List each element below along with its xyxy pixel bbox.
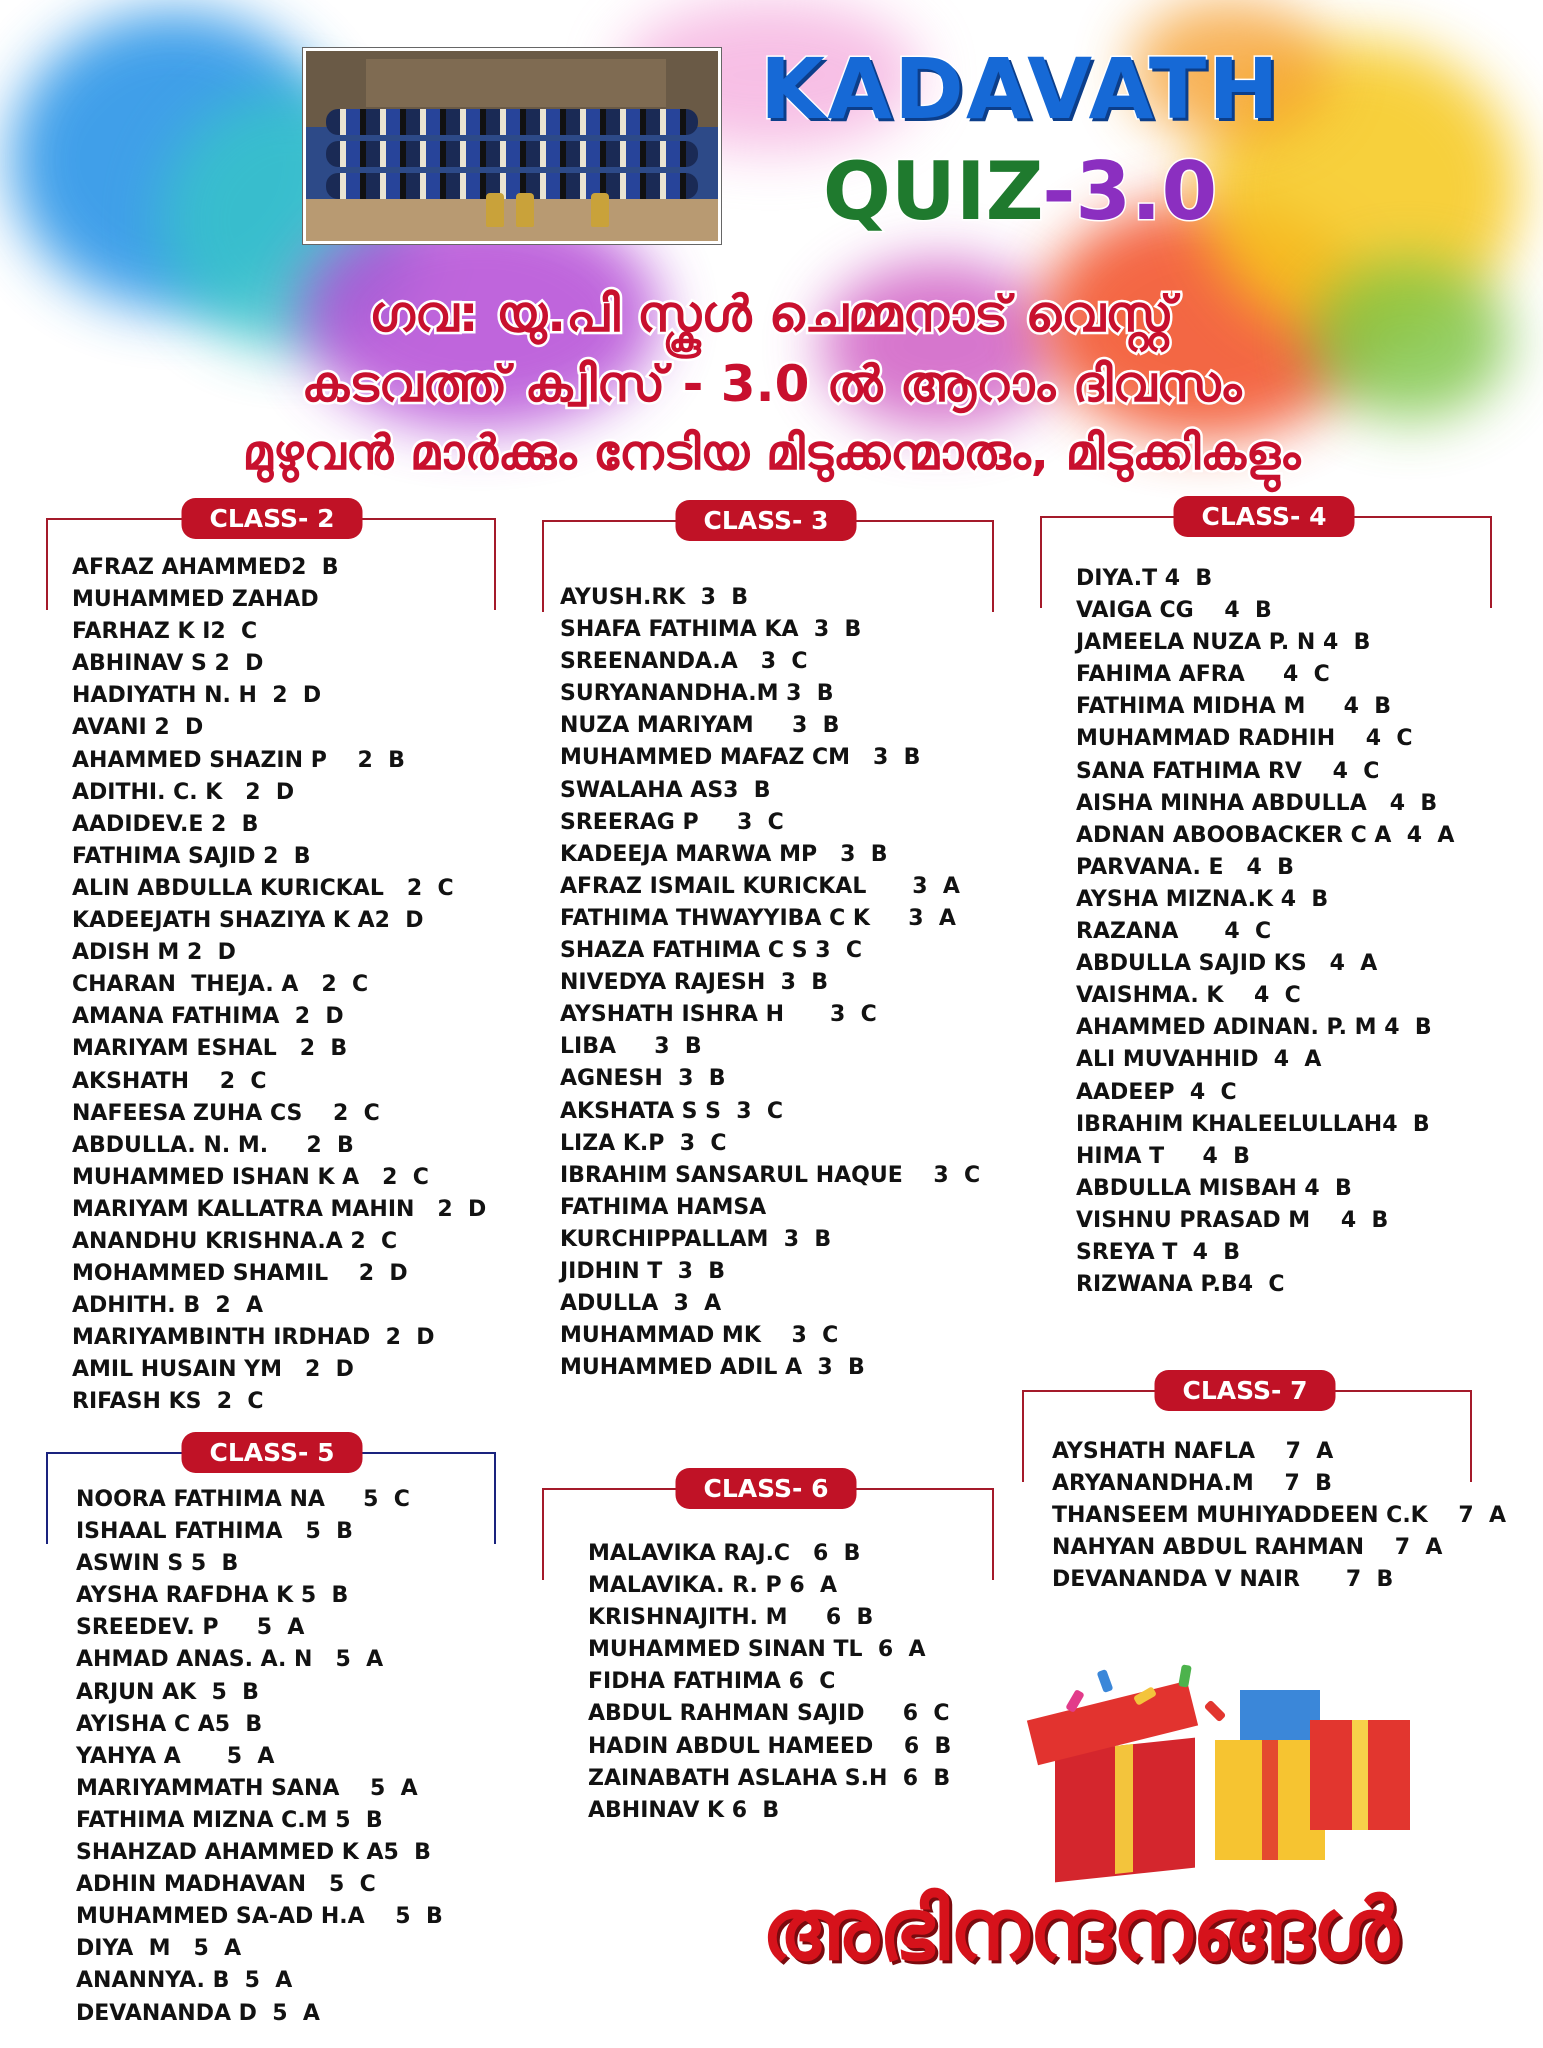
student-entry: AVANI 2 D	[72, 715, 204, 741]
student-entry: SHAHZAD AHAMMED K A5 B	[76, 1840, 431, 1866]
student-entry: AADEEP 4 C	[1076, 1079, 1237, 1105]
student-entry: IBRAHIM SANSARUL HAQUE 3 C	[560, 1162, 981, 1188]
class-6-header: CLASS- 6	[676, 1468, 857, 1509]
student-entry: FAHIMA AFRA 4 C	[1076, 662, 1330, 688]
student-entry: CHARAN THEJA. A 2 C	[72, 972, 369, 998]
student-entry: AMANA FATHIMA 2 D	[72, 1004, 344, 1030]
student-entry: KADEEJATH SHAZIYA K A2 D	[72, 908, 424, 934]
congratulations-text: അഭിനന്ദനങ്ങൾ	[761, 1880, 1399, 1980]
student-entry: ADITHI. C. K 2 D	[72, 779, 295, 805]
student-entry: KRISHNAJITH. M 6 B	[588, 1605, 874, 1631]
student-entry: IBRAHIM KHALEELULLAH4 B	[1076, 1111, 1430, 1137]
student-entry: DEVANANDA D 5 A	[76, 2000, 320, 2026]
student-entry: FATHIMA HAMSA	[560, 1194, 767, 1220]
student-entry: AMIL HUSAIN YM 2 D	[72, 1357, 354, 1383]
confetti-icon	[1204, 1700, 1227, 1723]
group-photo	[303, 48, 721, 244]
student-entry: AKSHATA S S 3 C	[560, 1098, 784, 1124]
student-entry: ADNAN ABOOBACKER C A 4 A	[1076, 822, 1455, 848]
version-number: -3.0	[1042, 145, 1218, 238]
student-entry: AGNESH 3 B	[560, 1066, 726, 1092]
student-entry: ABDULLA MISBAH 4 B	[1076, 1175, 1352, 1201]
student-entry: SREERAG P 3 C	[560, 809, 784, 835]
student-entry: SHAFA FATHIMA KA 3 B	[560, 617, 862, 643]
class-4-header: CLASS- 4	[1174, 496, 1355, 537]
student-entry: ANANNYA. B 5 A	[76, 1968, 293, 1994]
student-entry: VISHNU PRASAD M 4 B	[1076, 1207, 1389, 1233]
gift-ribbon	[1352, 1720, 1368, 1830]
student-entry: ADHIN MADHAVAN 5 C	[76, 1872, 376, 1898]
student-entry: JIDHIN T 3 B	[560, 1258, 726, 1284]
student-entry: MALAVIKA. R. P 6 A	[588, 1573, 837, 1599]
student-entry: MUHAMMED MAFAZ CM 3 B	[560, 745, 921, 771]
gift-ribbon	[1262, 1740, 1278, 1860]
student-entry: ABHINAV S 2 D	[72, 651, 264, 677]
student-entry: PARVANA. E 4 B	[1076, 854, 1294, 880]
quiz-word: QUIZ	[822, 145, 1043, 238]
full-marks-line: മുഴുവൻ മാർക്കും നേടിയ മിടുക്കന്മാരും, മിടുക്കികളും	[242, 425, 1301, 481]
student-entry: SANA FATHIMA RV 4 C	[1076, 758, 1380, 784]
student-entry: MUHAMMED ADIL A 3 B	[560, 1355, 865, 1381]
student-entry: DIYA.T 4 B	[1076, 566, 1213, 591]
confetti-icon	[1178, 1664, 1192, 1687]
student-entry: MUHAMMED SA-AD H.A 5 B	[76, 1904, 443, 1930]
quiz-day-line: കടവത്ത് ക്വിസ് - 3.0 ൽ ആറാം ദിവസം	[301, 355, 1242, 413]
student-entry: MUHAMMED SINAN TL 6 A	[588, 1637, 926, 1663]
class-3-list	[560, 582, 980, 1384]
student-entry: AYSHATH NAFLA 7 A	[1052, 1439, 1334, 1464]
student-entry: AFRAZ ISMAIL KURICKAL 3 A	[560, 873, 960, 899]
student-entry: MARIYAMMATH SANA 5 A	[76, 1775, 418, 1801]
student-entry: AADIDEV.E 2 B	[72, 811, 259, 837]
quiz-title-version	[760, 145, 1280, 238]
student-entry: HIMA T 4 B	[1076, 1143, 1250, 1169]
student-entry: RIFASH KS 2 C	[72, 1389, 264, 1415]
student-entry: MARIYAM ESHAL 2 B	[72, 1036, 348, 1062]
student-entry: ANANDHU KRISHNA.A 2 C	[72, 1228, 398, 1254]
student-entry: ASWIN S 5 B	[76, 1551, 239, 1577]
student-entry: NOORA FATHIMA NA 5 C	[76, 1487, 410, 1512]
student-entry: ADHITH. B 2 A	[72, 1293, 264, 1319]
student-entry: AFRAZ AHAMMED2 B	[72, 555, 339, 580]
student-entry: VAIGA CG 4 B	[1076, 598, 1272, 624]
student-entry: AYSHATH ISHRA H 3 C	[560, 1002, 877, 1028]
student-entry: ABHINAV K 6 B	[588, 1797, 780, 1823]
class-3-header: CLASS- 3	[676, 500, 857, 541]
school-name-line: ഗവ: യു.പി സ്കൂൾ ചെമ്മനാട് വെസ്റ്റ്	[369, 285, 1174, 343]
student-entry: NAHYAN ABDUL RAHMAN 7 A	[1052, 1535, 1443, 1561]
student-entry: SREYA T 4 B	[1076, 1239, 1241, 1265]
student-entry: AYISHA C A5 B	[76, 1711, 263, 1737]
student-entry: ALIN ABDULLA KURICKAL 2 C	[72, 875, 454, 901]
student-entry: ZAINABATH ASLAHA S.H 6 B	[588, 1765, 951, 1791]
student-entry: NIVEDYA RAJESH 3 B	[560, 970, 828, 996]
student-entry: SWALAHA AS3 B	[560, 777, 771, 803]
student-entry: ABDULLA. N. M. 2 B	[72, 1132, 354, 1158]
student-entry: DEVANANDA V NAIR 7 B	[1052, 1567, 1394, 1593]
student-entry: SHAZA FATHIMA C S 3 C	[560, 938, 863, 964]
student-entry: MARIYAMBINTH IRDHAD 2 D	[72, 1325, 435, 1351]
student-entry: LIZA K.P 3 C	[560, 1130, 727, 1156]
student-entry: ARJUN AK 5 B	[76, 1679, 259, 1705]
class-6-list	[588, 1538, 951, 1827]
student-entry: MUHAMMAD RADHIH 4 C	[1076, 726, 1413, 752]
student-entry: MARIYAM KALLATRA MAHIN 2 D	[72, 1196, 487, 1222]
student-entry: SREEDEV. P 5 A	[76, 1615, 305, 1641]
student-entry: AYSHA RAFDHA K 5 B	[76, 1583, 349, 1609]
student-entry: NUZA MARIYAM 3 B	[560, 713, 840, 739]
student-entry: AKSHATH 2 C	[72, 1068, 267, 1094]
class-5-header: CLASS- 5	[182, 1432, 363, 1473]
student-entry: YAHYA A 5 A	[76, 1743, 275, 1769]
class-7-header: CLASS- 7	[1155, 1370, 1336, 1411]
quiz-title-main: KADAVATH	[760, 40, 1281, 138]
confetti-icon	[1097, 1669, 1114, 1693]
student-entry: LIBA 3 B	[560, 1034, 702, 1060]
student-entry: ARYANANDHA.M 7 B	[1052, 1471, 1332, 1497]
student-entry: SREENANDA.A 3 C	[560, 649, 808, 675]
class-2-list	[72, 552, 486, 1419]
student-entry: ADULLA 3 A	[560, 1291, 722, 1317]
student-entry: MUHAMMED ZAHAD	[72, 587, 319, 613]
student-entry: AHAMMED ADINAN. P. M 4 B	[1076, 1015, 1432, 1041]
student-entry: RIZWANA P.B4 C	[1076, 1272, 1285, 1298]
student-entry: RAZANA 4 C	[1076, 919, 1272, 945]
student-entry: JAMEELA NUZA P. N 4 B	[1076, 630, 1371, 656]
student-entry: MALAVIKA RAJ.C 6 B	[588, 1541, 861, 1566]
student-entry: SURYANANDHA.M 3 B	[560, 681, 834, 707]
student-entry: MUHAMMED ISHAN K A 2 C	[72, 1164, 429, 1190]
class-2-header: CLASS- 2	[182, 498, 363, 539]
student-entry: ALI MUVAHHID 4 A	[1076, 1047, 1322, 1073]
student-entry: AISHA MINHA ABDULLA 4 B	[1076, 790, 1438, 816]
student-entry: FATHIMA MIZNA C.M 5 B	[76, 1807, 383, 1833]
student-entry: FATHIMA THWAYYIBA C K 3 A	[560, 905, 956, 931]
student-entry: MOHAMMED SHAMIL 2 D	[72, 1261, 408, 1287]
student-entry: FIDHA FATHIMA 6 C	[588, 1669, 836, 1695]
student-entry: VAISHMA. K 4 C	[1076, 983, 1301, 1009]
student-entry: HADIYATH N. H 2 D	[72, 683, 322, 709]
student-entry: KADEEJA MARWA MP 3 B	[560, 841, 888, 867]
student-entry: NAFEESA ZUHA CS 2 C	[72, 1100, 380, 1126]
student-entry: ISHAAL FATHIMA 5 B	[76, 1519, 353, 1545]
student-entry: FATHIMA MIDHA M 4 B	[1076, 694, 1392, 720]
student-entry: ABDUL RAHMAN SAJID 6 C	[588, 1701, 950, 1727]
student-entry: HADIN ABDUL HAMEED 6 B	[588, 1733, 952, 1759]
student-entry: AHMAD ANAS. A. N 5 A	[76, 1647, 384, 1673]
class-7-list	[1052, 1436, 1506, 1596]
student-entry: AYUSH.RK 3 B	[560, 585, 749, 610]
student-entry: MUHAMMAD MK 3 C	[560, 1323, 839, 1349]
student-entry: KURCHIPPALLAM 3 B	[560, 1226, 832, 1252]
student-entry: ADISH M 2 D	[72, 940, 236, 966]
student-entry: THANSEEM MUHIYADDEEN C.K 7 A	[1052, 1503, 1507, 1529]
class-4-list	[1076, 563, 1454, 1301]
class-5-list	[76, 1484, 443, 2030]
gift-ribbon	[1115, 1744, 1133, 1874]
student-entry: FATHIMA SAJID 2 B	[72, 843, 311, 869]
student-entry: DIYA M 5 A	[76, 1936, 242, 1962]
student-entry: FARHAZ K I2 C	[72, 619, 258, 645]
student-entry: AYSHA MIZNA.K 4 B	[1076, 886, 1329, 912]
student-entry: ABDULLA SAJID KS 4 A	[1076, 951, 1378, 977]
student-entry: AHAMMED SHAZIN P 2 B	[72, 747, 405, 773]
